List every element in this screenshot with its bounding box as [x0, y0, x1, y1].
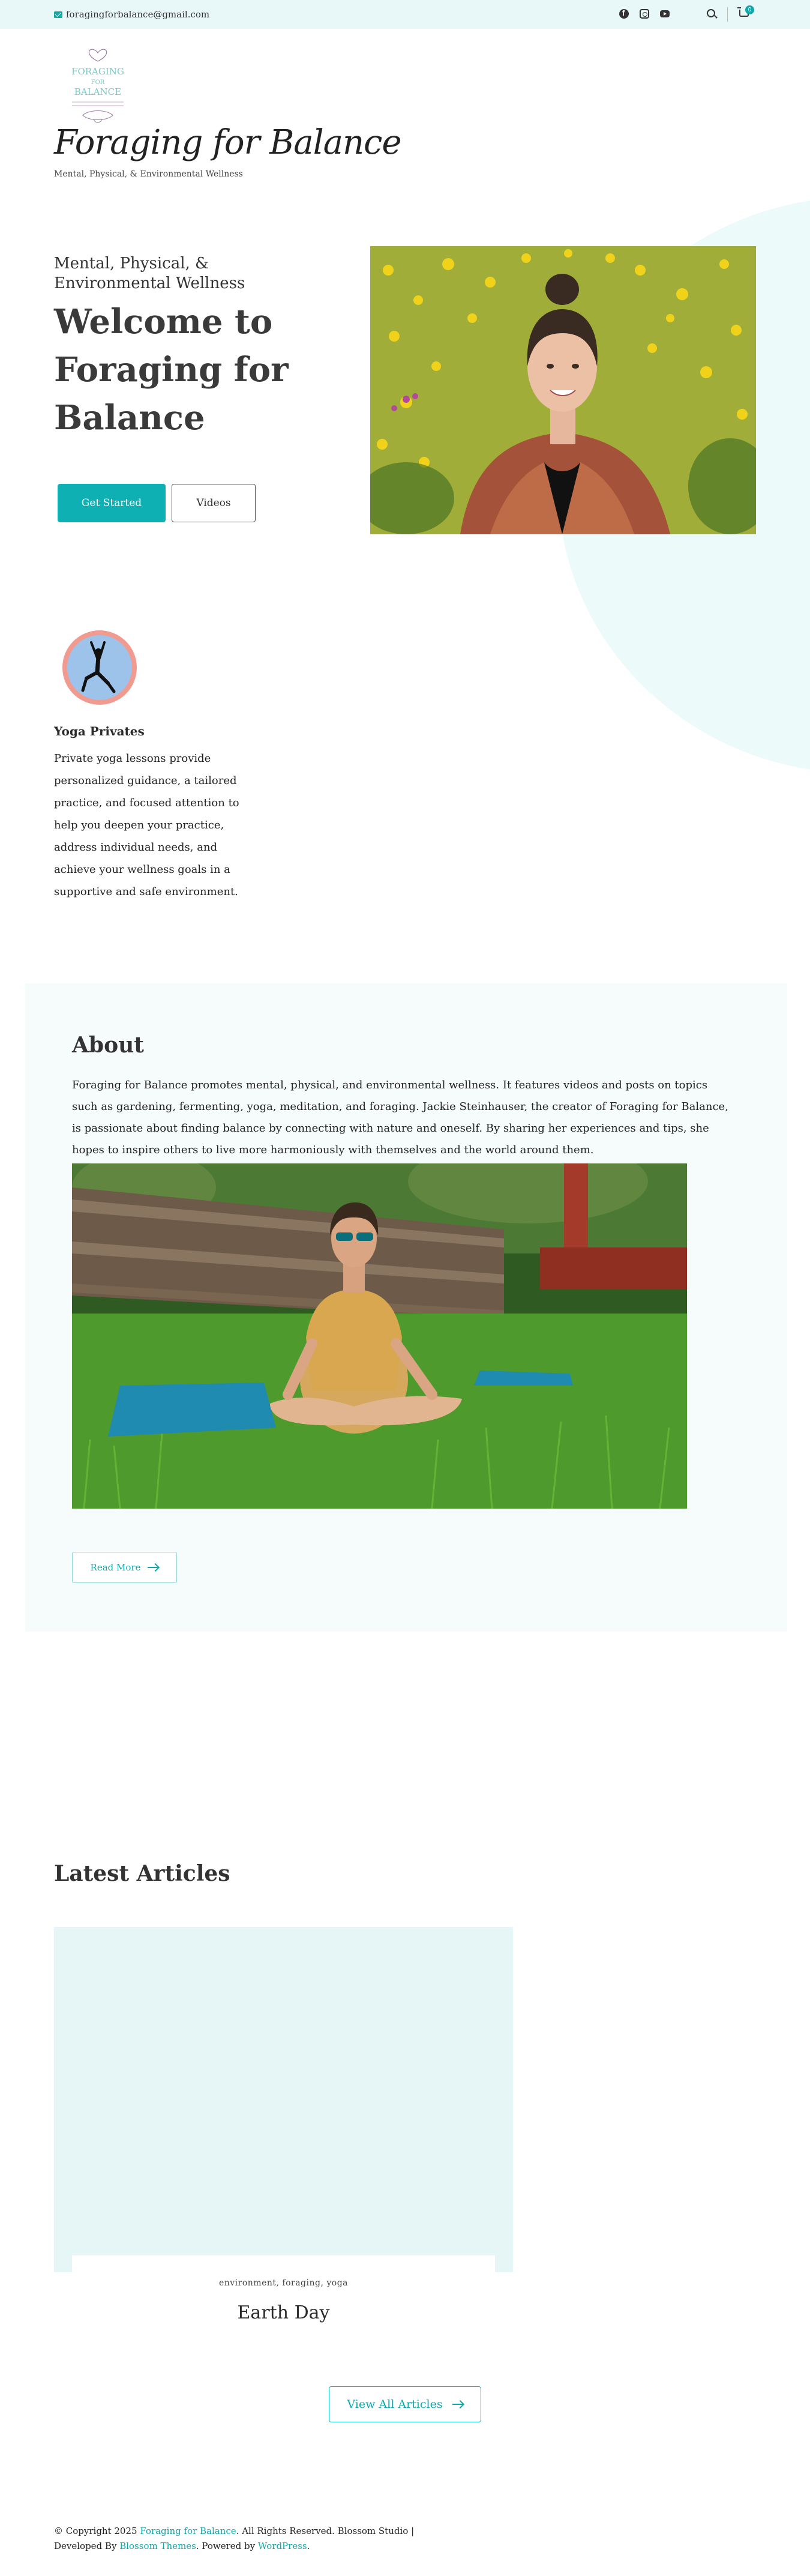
- hero-subtitle: Mental, Physical, & Environmental Wellness: [54, 255, 245, 292]
- about-title: About: [72, 1033, 144, 1058]
- article-title[interactable]: Earth Day: [237, 2302, 330, 2323]
- divider: [727, 7, 728, 22]
- read-more-button[interactable]: [72, 1552, 177, 1583]
- facebook-icon[interactable]: [619, 9, 629, 19]
- footer-developed-by: Developed By: [54, 2541, 120, 2551]
- logo-line-1: FORAGING: [71, 66, 124, 77]
- article-tags[interactable]: environment, foraging, yoga: [218, 2278, 349, 2288]
- arrow-right-icon: [452, 2404, 463, 2405]
- site-logo[interactable]: [59, 44, 137, 128]
- hero-photo: [370, 246, 756, 534]
- footer-theme-link[interactable]: Blossom Themes: [119, 2541, 196, 2551]
- site-title[interactable]: Foraging for Balance: [54, 123, 401, 162]
- article-thumbnail[interactable]: [54, 1927, 513, 2272]
- footer-line-2: [54, 2539, 474, 2554]
- yoga-privates-title[interactable]: Yoga Privates: [54, 724, 145, 738]
- about-photo: [72, 1163, 687, 1509]
- site-tagline: Mental, Physical, & Environmental Wellness: [54, 169, 243, 179]
- hero-title: Welcome to Foraging for Balance: [54, 302, 289, 438]
- about-text: Foraging for Balance promotes mental, physical, and environmental wellness. It features videos and posts on topics such as gardening, fermenting, yoga, meditation, and foraging. Jackie Steinhauser, the creator of Foraging for Balance, is passionate about finding balance by connecting with nature and oneself. By sharing her experiences and tips, she hopes to inspire others to live more harmoniously with themselves and the world around them.: [72, 1079, 728, 1156]
- footer-line-1: [54, 2524, 474, 2539]
- yoga-pose-icon: [67, 635, 132, 700]
- email-link[interactable]: [54, 9, 209, 20]
- videos-button[interactable]: Videos: [172, 484, 256, 522]
- search-icon[interactable]: [707, 9, 715, 17]
- footer-copyright-prefix: © Copyright 2025: [54, 2526, 140, 2536]
- logo-line-3: BALANCE: [74, 86, 122, 97]
- instagram-icon[interactable]: [640, 9, 649, 19]
- get-started-button[interactable]: Get Started: [58, 484, 166, 522]
- read-more-label: Read More: [90, 1562, 141, 1573]
- social-links: [619, 9, 670, 19]
- footer-wordpress-link[interactable]: WordPress: [257, 2541, 307, 2551]
- article-card: [72, 2255, 495, 2339]
- arrow-right-icon: [148, 1567, 158, 1568]
- latest-articles-title: Latest Articles: [54, 1861, 230, 1886]
- view-all-label: View All Articles: [347, 2398, 443, 2411]
- view-all-articles-button[interactable]: [329, 2386, 481, 2422]
- cart-count-badge: 0: [745, 5, 754, 14]
- logo-line-2: FOR: [91, 79, 105, 86]
- mail-icon: [54, 11, 62, 18]
- footer: [54, 2524, 474, 2554]
- footer-end: .: [307, 2541, 310, 2551]
- footer-site-link[interactable]: Foraging for Balance: [140, 2526, 236, 2536]
- youtube-icon[interactable]: [660, 10, 670, 17]
- yoga-privates-text: Private yoga lessons provide personalized guidance, a tailored practice, and focused attention to help you deepen your practice, address individual needs, and achieve your wellness goals in a supportive and safe environment.: [54, 752, 239, 898]
- top-bar: [0, 0, 810, 29]
- footer-copyright-suffix: . All Rights Reserved. Blossom Studio |: [236, 2526, 415, 2536]
- yoga-avatar: [62, 630, 137, 705]
- email-text: foragingforbalance@gmail.com: [66, 9, 210, 20]
- footer-powered-by: . Powered by: [196, 2541, 258, 2551]
